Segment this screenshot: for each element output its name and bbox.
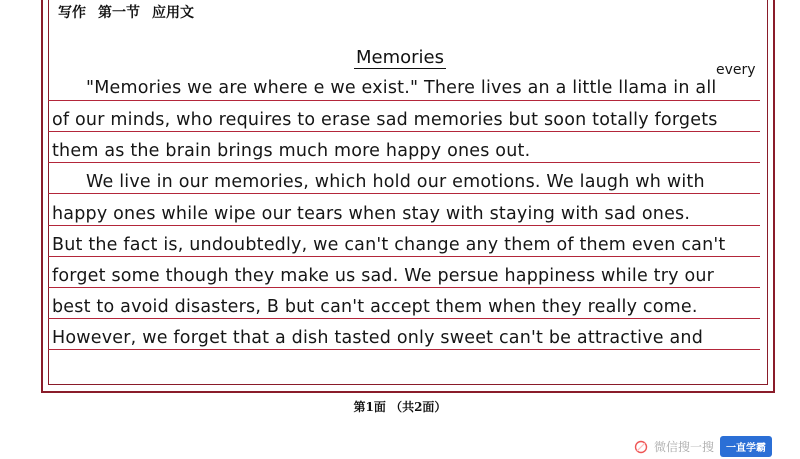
essay-line-4: We live in our memories, which hold our emotions. We laugh wh with <box>86 172 705 192</box>
watermark-badge: 一直学霸 <box>720 436 772 457</box>
search-star-icon <box>634 440 648 454</box>
ruled-line <box>48 193 760 194</box>
watermark <box>634 436 772 457</box>
ruled-line <box>48 225 760 226</box>
ruled-line <box>48 162 760 163</box>
ruled-line <box>48 287 760 288</box>
ruled-line <box>48 256 760 257</box>
header-genre: 应用文 <box>152 5 194 21</box>
ruled-line <box>48 349 760 350</box>
watermark-text: 微信搜一搜 <box>654 440 715 454</box>
ruled-line <box>48 100 760 101</box>
essay-line-6: But the fact is, undoubtedly, we can't change any them of them even can't <box>52 235 726 255</box>
ruled-line <box>48 318 760 319</box>
essay-line-2: of our minds, who requires to erase sad memories but soon totally forgets <box>52 110 718 130</box>
essay-line-1: "Memories we are where e we exist." There lives an a little llama in all <box>86 78 717 98</box>
inserted-word: every <box>716 62 756 78</box>
page-number: 第1面 （共2面） <box>353 400 447 414</box>
essay-line-9: However, we forget that a dish tasted only sweet can't be attractive and <box>52 328 704 348</box>
essay-title: Memories <box>355 47 444 68</box>
header-section: 第一节 <box>98 5 140 21</box>
essay-line-7: forget some though they make us sad. We persue happiness while try our <box>52 266 715 286</box>
essay-line-8: best to avoid disasters, B but can't accept them when they really come. <box>52 297 698 317</box>
ruled-line <box>48 131 760 132</box>
essay-line-5: happy ones while wipe our tears when stay with staying with sad ones. <box>52 204 691 224</box>
header-writing: 写作 <box>58 5 86 21</box>
essay-line-3: them as the brain brings much more happy ones out. <box>52 141 531 161</box>
